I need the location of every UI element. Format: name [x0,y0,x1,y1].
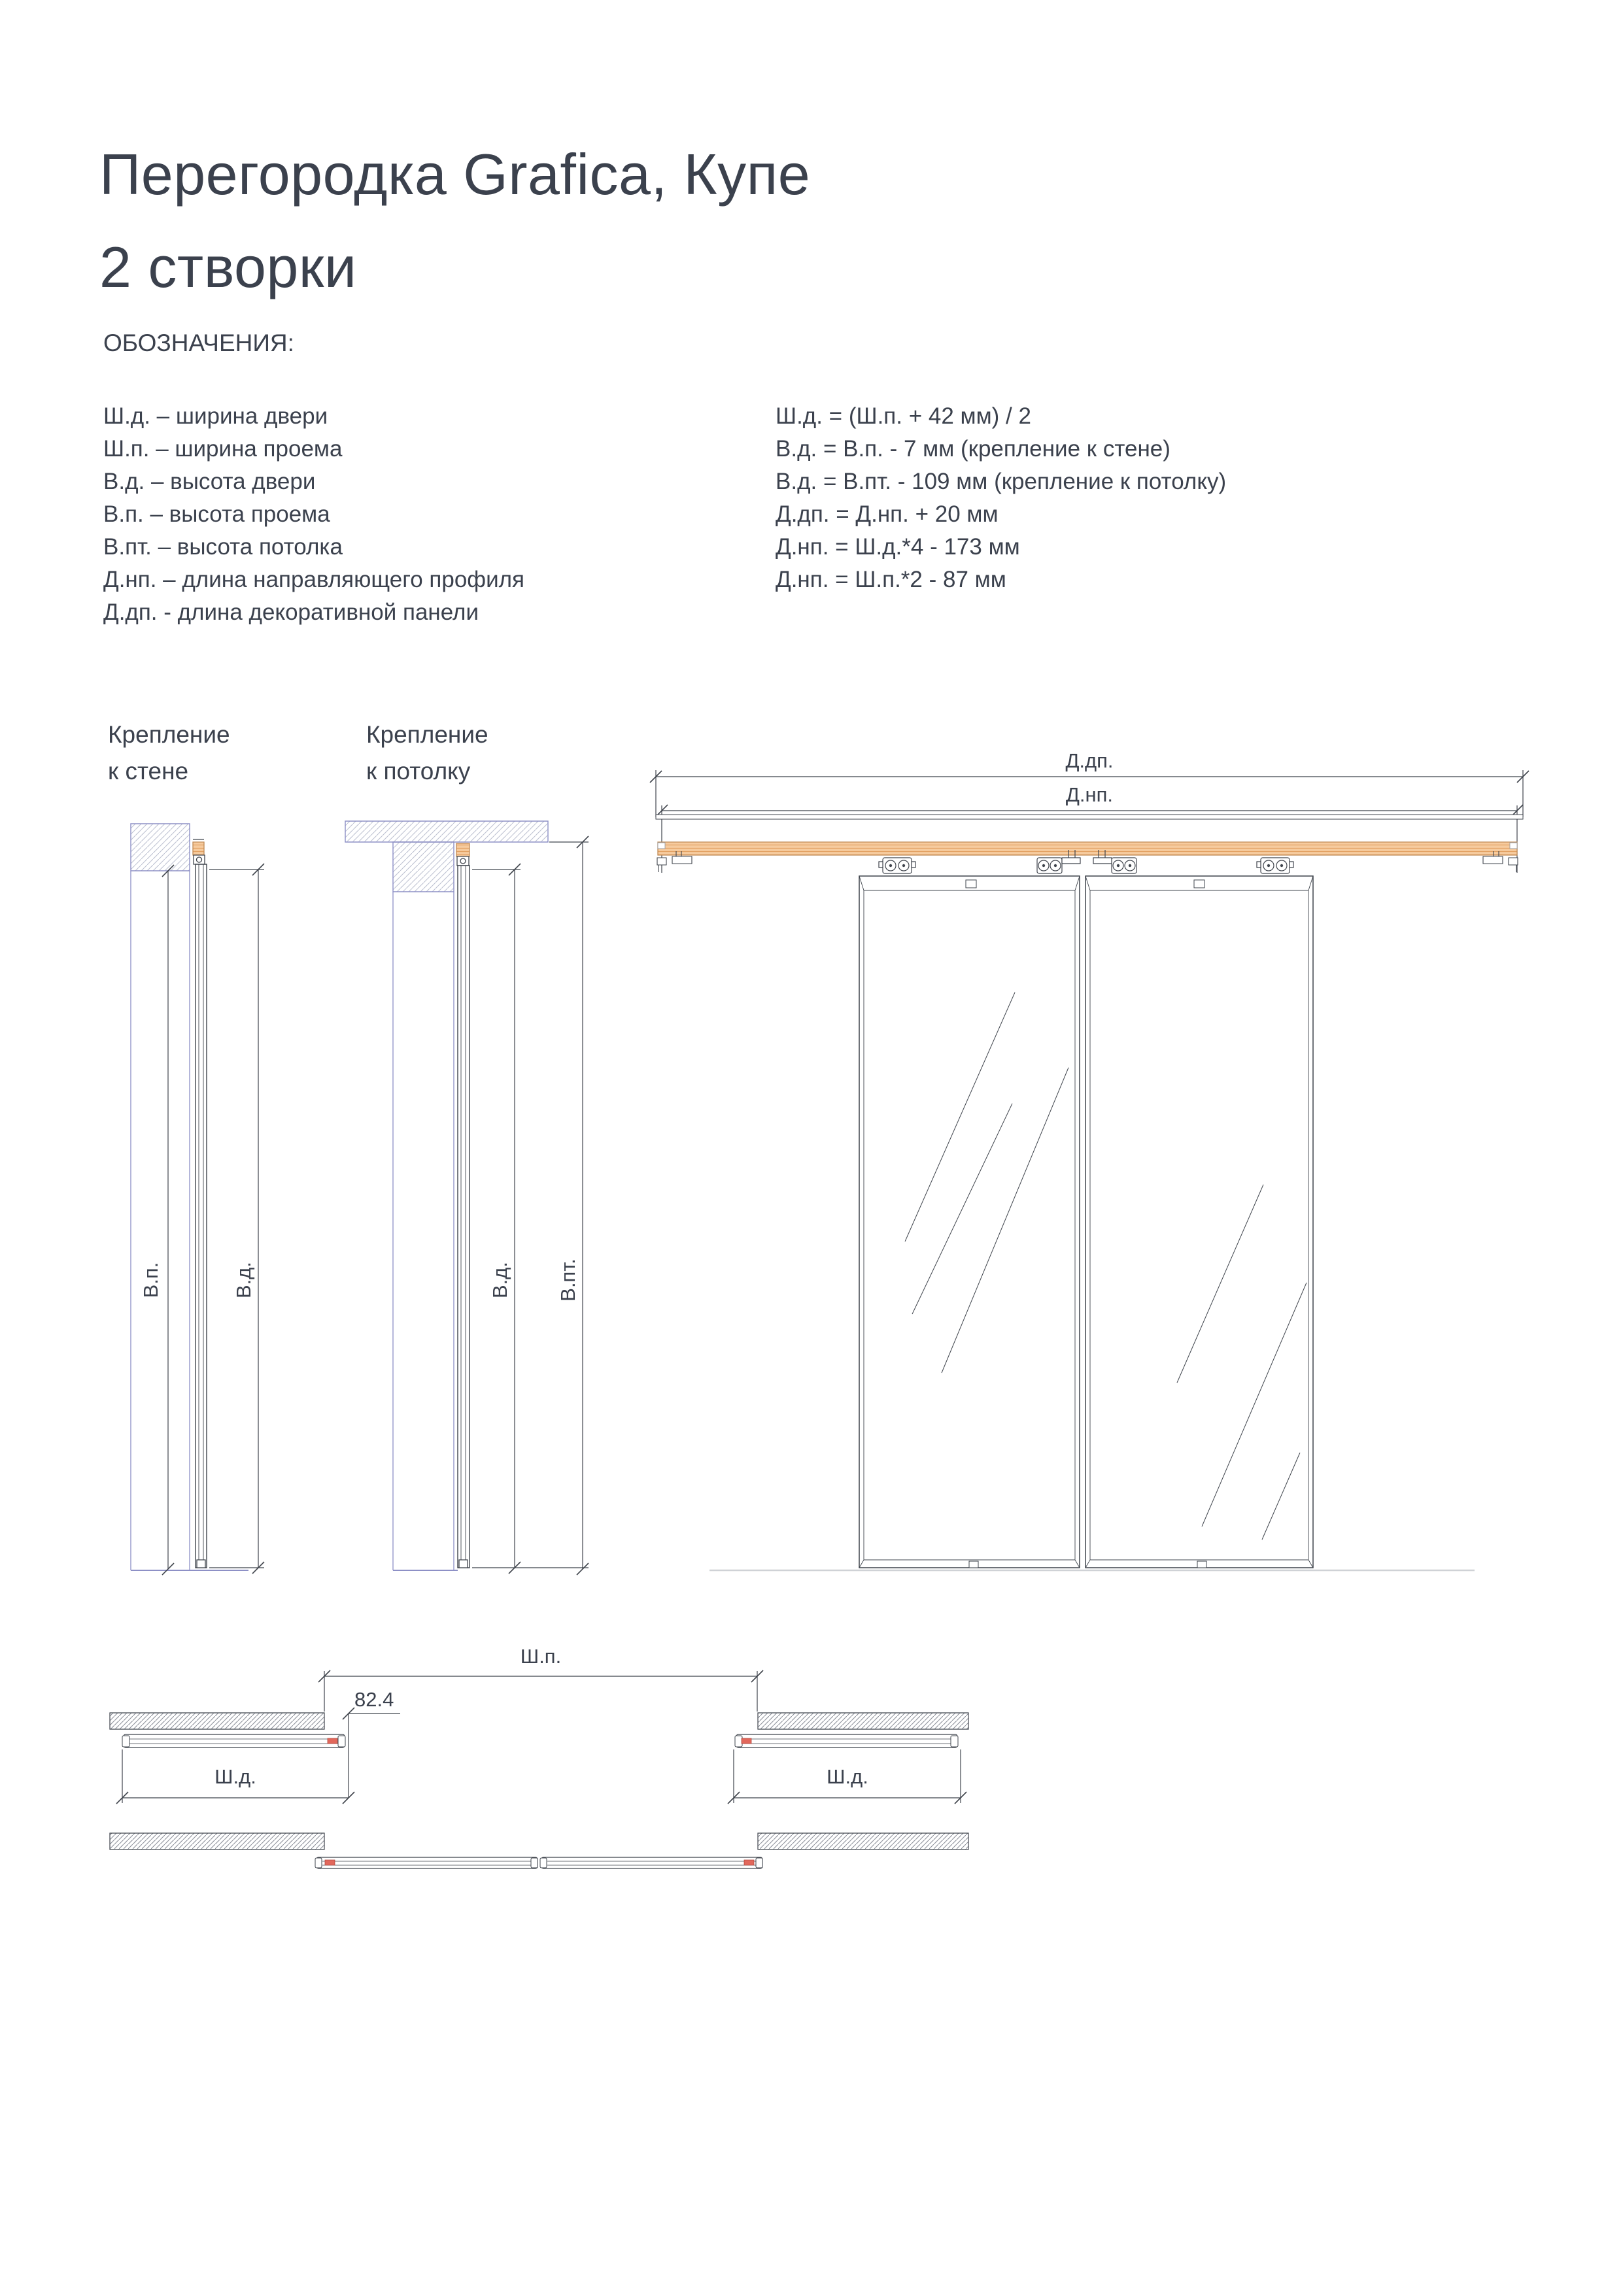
legend-formula: В.д. = В.пт. - 109 мм (крепление к потолку) [776,469,1227,494]
door-plan-open-right [735,1734,958,1747]
dim-label-opening-width: Ш.п. [520,1645,562,1668]
legend-definition: Д.нп. – длина направляющего профиля [103,567,525,592]
door-leaf-right [1085,876,1313,1568]
legend-formula: Ш.д. = (Ш.п. + 42 мм) / 2 [776,403,1031,429]
legend-formula: Д.нп. = Ш.п.*2 - 87 мм [776,567,1006,592]
dim-label-opening-height: В.п. [139,1262,162,1298]
door-plan-closed-right [540,1857,762,1868]
door-leaf-left [859,876,1080,1568]
dim-label-door-width-right: Ш.д. [827,1765,868,1788]
front-view-drawing [650,770,1529,1570]
dim-ceiling-height [549,836,589,1575]
dim-label-decor-panel-length: Д.дп. [1065,749,1114,772]
dim-label-overlap: 82.4 [354,1688,394,1711]
dim-label-door-width-left: Ш.д. [214,1765,256,1788]
ceiling-mount-caption-line-2: к потолку [366,758,471,785]
dim-label-guide-profile-length: Д.нп. [1065,783,1114,806]
dim-overlap-leader [343,1708,400,1798]
legend-definition: В.п. – высота проема [103,501,330,527]
wall-mount-drawing [131,824,264,1575]
wall-mount-caption-line-1: Крепление [108,721,230,748]
dim-label-door-height-wall: В.д. [232,1262,255,1298]
page-title-line-1: Перегородка Grafica, Купе [99,142,811,207]
legend-definition: В.д. – высота двери [103,469,316,494]
legend-definition: Ш.д. – ширина двери [103,403,328,429]
door-plan-open-left [122,1734,345,1747]
legend-formula: В.д. = В.п. - 7 мм (крепление к стене) [776,436,1170,462]
legend-formula: Д.нп. = Ш.д.*4 - 173 мм [776,534,1020,560]
dim-label-ceiling-height: В.пт. [556,1258,579,1302]
legend-definition: Д.дп. - длина декоративной панели [103,599,479,625]
ceiling-mount-drawing [345,821,589,1575]
dim-opening-height [162,865,174,1575]
legend-definition: Ш.п. – ширина проема [103,436,343,462]
legend-formulas [776,400,1226,596]
page-title-line-2: 2 створки [99,235,357,299]
legend-heading: ОБОЗНАЧЕНИЯ: [103,329,294,356]
wall-mount-caption-line-2: к стене [108,758,189,785]
dim-door-height-wall [209,864,264,1574]
door-plan-closed-left [315,1857,538,1868]
dim-door-height-ceiling [472,864,589,1574]
legend-definition: В.пт. – высота потолка [103,534,343,560]
legend-formula: Д.дп. = Д.нп. + 20 мм [776,501,999,527]
dim-label-door-height-ceiling: В.д. [488,1262,511,1298]
ceiling-mount-caption-line-1: Крепление [366,721,488,748]
legend-definitions [103,400,524,629]
